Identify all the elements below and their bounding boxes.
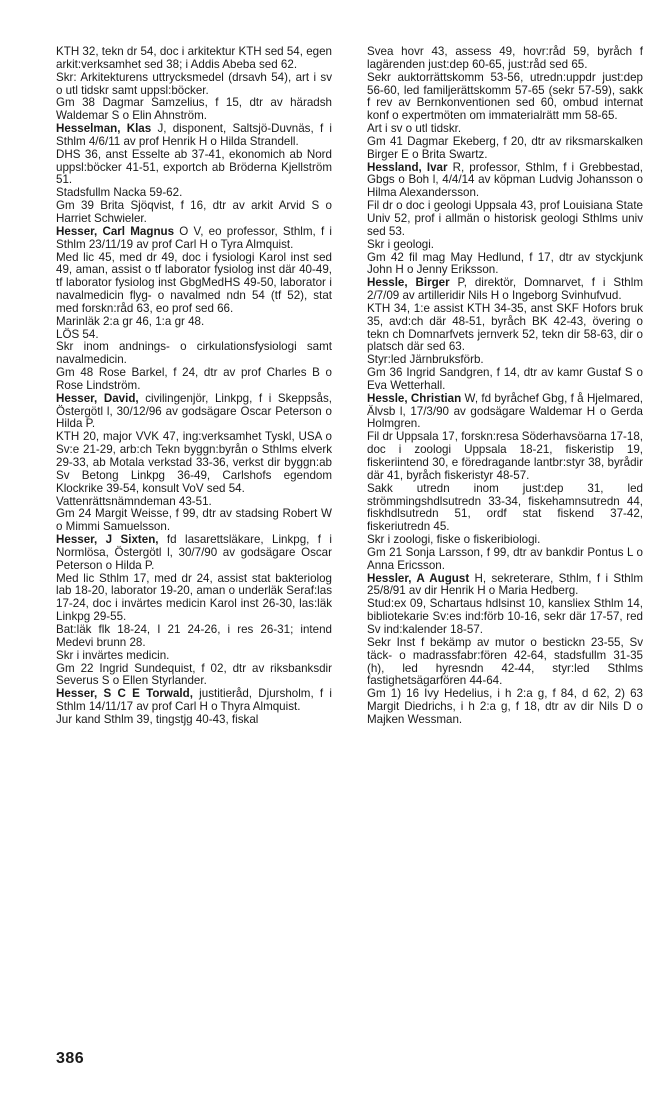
paragraph (56, 149, 332, 188)
entry-name: Hesser, S C E Torwald, (56, 687, 193, 701)
paragraph-text: KTH 32, tekn dr 54, doc i arkitektur KTH sed 54, egen arkit:verksamhet sed 38; i Addis Abeba sed 62. (56, 45, 332, 71)
paragraph (367, 46, 643, 72)
paragraph (56, 200, 332, 226)
paragraph-text: justitieråd, Djursholm, f i Sthlm 14/11/17 av prof Carl H o Thyra Almquist. (56, 687, 332, 714)
paragraph-text: civilingenjör, Linkpg, f i Skeppsås, Östergötl l, 30/12/96 av godsägare Oscar Peterson o Hilda P. (56, 391, 333, 431)
paragraph-text: P, direktör, Domnarvet, f i Sthlm 2/7/09 av artilleridir Nils H o Ingeborg Svinhufvud. (367, 276, 643, 303)
paragraph-text: Gm 22 Ingrid Sundequist, f 02, dtr av riksbanksdir Severus S o Ellen Styrlander. (56, 661, 332, 688)
paragraph (56, 624, 332, 650)
paragraph-text: Svea hovr 43, assess 49, hovr:råd 59, byråch f lagärenden just:dep 60-65, just:råd sed 65. (367, 45, 643, 71)
paragraph-text: Gm 1) 16 Ivy Hedelius, i h 2:a g, f 84, d 62, 2) 63 Margit Diedrichs, i h 2:a g, f 18, dtr av dir Nils D o Majken Wessman. (367, 687, 643, 726)
paragraph-text: Styr:led Järnbruksförb. (367, 353, 484, 367)
paragraph-text: Skr: Arkitekturens uttrycksmedel (drsavh 54), art i sv o utl tidskr samt uppsl:böcker. (56, 70, 332, 97)
paragraph-text: Vattenrättsnämndeman 43-51. (56, 494, 212, 508)
paragraph-text: Jur kand Sthlm 39, tingstjg 40-43, fiskal (56, 712, 259, 726)
entry-name: Hessland, Ivar (367, 160, 448, 174)
paragraph-text: Gm 21 Sonja Larsson, f 99, dtr av bankdir Pontus L o Anna Ericsson. (367, 545, 643, 572)
paragraph-text: Fil dr Uppsala 17, forskn:resa Söderhavsöarna 17-18, doc i zoologi Uppsala 18-21, fiskeristip 19, fiskeriintend 30, e föredragande lantbr:styr 38, byrådir där 41, byråch fiskeristyr 48-57. (367, 430, 643, 482)
paragraph-text: Gm 42 fil mag May Hedlund, f 17, dtr av styckjunk John H o Jenny Eriksson. (367, 250, 643, 277)
paragraph (56, 252, 332, 316)
paragraph-text: Skr i geologi. (367, 237, 435, 251)
paragraph (367, 303, 643, 354)
document-page (56, 45, 643, 1086)
entry-name: Hesselman, Klas (56, 122, 152, 136)
paragraph-text: Skr i invärtes medicin. (56, 648, 170, 662)
paragraph-text: Med lic Sthlm 17, med dr 24, assist stat bakteriolog lab 18-20, laborator 19-20, aman o underläk Seraf:las 17-24, doc i invärtes medicin Karol inst 26-30, las:läk Linkpg 29-55. (56, 571, 332, 624)
paragraph-text: fd lasarettsläkare, Linkpg, f i Normlösa, Östergötl l, 30/7/90 av godsägare Oscar Peterson o Hilda P. (56, 533, 332, 572)
paragraph (367, 367, 643, 393)
text-column-right (367, 46, 643, 727)
paragraph-text: KTH 20, major VVK 47, ing:verksamhet Tyskl, USA o Sv:e 21-29, arb:ch Tekn byggn:byrån o Sthlms elverk 29-33, ab Motala verkstad 33-36, verkst dir byggn:ab Sv Betong Linkpg 36-49, Carlshofs egendom Klockrike 39-54, konsult VoV sed 54. (56, 430, 332, 495)
paragraph (367, 393, 643, 432)
paragraph-text: Marinläk 2:a gr 46, 1:a gr 48. (56, 314, 205, 328)
entry-name: Hesser, J Sixten, (56, 533, 159, 547)
paragraph (367, 637, 643, 688)
paragraph-text: Gm 36 Ingrid Sandgren, f 14, dtr av kamr Gustaf S o Eva Wetterhall. (367, 366, 643, 392)
paragraph-text: DHS 36, anst Esselte ab 37-41, ekonomich ab Nord uppsl:böcker 41-51, exportch ab Bröderna Kjellström 51. (56, 147, 332, 187)
paragraph (367, 483, 643, 534)
text-column-left (56, 46, 332, 727)
paragraph (367, 72, 643, 123)
paragraph-text: Art i sv o utl tidskr. (367, 122, 462, 136)
paragraph-text: Stadsfullm Nacka 59-62. (56, 186, 183, 200)
paragraph (56, 714, 332, 727)
paragraph-text: H, sekreterare, Sthlm, f i Sthlm 25/8/91 av dir Henrik H o Maria Hedberg. (367, 571, 643, 598)
paragraph-text: Sekr Inst f bekämp av mutor o bestickn 23-55, Sv täck- o madrassfabr:fören 42-64, stadsfullm 31-35 (h), led hyresndn 42-44, styr:led Sthlms fastighetsägarfören 44-64. (367, 635, 643, 688)
paragraph-text: Sakk utredn inom just:dep 31, led strömmingshdlsutredn 33-34, fiskehamnsutredn 44, fiskhdlsutredn 51, ordf stat fiskend 37-42, fiskeriutredn 45. (367, 481, 643, 534)
paragraph-text: Gm 48 Rose Barkel, f 24, dtr av prof Charles B o Rose Lindström. (56, 366, 332, 392)
paragraph-text: Stud:ex 09, Schartaus hdlsinst 10, kansliex Sthlm 14, bibliotekarie Sv:es ind:förb 10-16, sekr där 17-57, red Sv ind:kalender 18-57. (367, 597, 643, 636)
entry-name: Hessle, Christian (367, 391, 462, 405)
paragraph (56, 367, 332, 393)
paragraph-text: W, fd byråchef Gbg, f å Hjelmared, Älvsb l, 17/3/90 av godsägare Waldemar H o Gerda Holmgren. (367, 391, 643, 431)
entry-name: Hesser, Carl Magnus (56, 224, 175, 238)
paragraph (367, 252, 643, 278)
paragraph (56, 573, 332, 624)
paragraph (56, 226, 332, 252)
paragraph (56, 123, 332, 149)
paragraph (367, 573, 643, 599)
paragraph-text: R, professor, Sthlm, f i Grebbestad, Gbgs o Boh l, 4/4/14 av köpman Ludvig Johansson o Hilma Alexandersson. (367, 160, 643, 200)
paragraph-text: Med lic 45, med dr 49, doc i fysiologi Karol inst sed 49, aman, assist o tf laborator fysiolog inst där 40-49, tf laborator fysiolog inst GbgMedHS 49-50, laborator i navalmedicin flyg- o navalmed ndn 54 (tf 52), stat med forskn:råd 63, eo prof sed 66. (56, 250, 332, 315)
paragraph (367, 136, 643, 162)
entry-name: Hessle, Birger (367, 276, 450, 290)
paragraph-text: Gm 41 Dagmar Ekeberg, f 20, dtr av riksmarskalken Birger E o Brita Swartz. (367, 134, 643, 161)
paragraph-text: Gm 24 Margit Weisse, f 99, dtr av stadsing Robert W o Mimmi Samuelsson. (56, 507, 332, 534)
paragraph (56, 508, 332, 534)
paragraph-text: J, disponent, Saltsjö-Duvnäs, f i Sthlm 4/6/11 av prof Henrik H o Hilda Strandell. (56, 122, 332, 148)
paragraph-text: Gm 38 Dagmar Samzelius, f 15, dtr av häradsh Waldemar S o Elin Ahnström. (56, 96, 332, 123)
paragraph-text: Skr i zoologi, fiske o fiskeribiologi. (367, 533, 541, 547)
paragraph-text: Skr inom andnings- o cirkulationsfysiologi samt navalmedicin. (56, 340, 332, 367)
paragraph (367, 277, 643, 303)
paragraph (367, 431, 643, 482)
paragraph-text: KTH 34, 1:e assist KTH 34-35, anst SKF Hofors bruk 35, avd:ch där 48-51, byråch BK 42-43, övering o tekn ch Domnarfvets jernverk 52, tekn dir 58-63, dir o platsch där sed 63. (367, 301, 643, 354)
paragraph (56, 393, 332, 432)
paragraph-text: O V, eo professor, Sthlm, f i Sthlm 23/11/19 av prof Carl H o Tyra Almquist. (56, 224, 332, 251)
entry-name: Hesser, David, (56, 391, 139, 405)
paragraph (367, 162, 643, 201)
paragraph (56, 663, 332, 689)
page-number: 386 (56, 1050, 85, 1067)
paragraph (56, 534, 332, 573)
paragraph (367, 200, 643, 239)
paragraph (367, 547, 643, 573)
entry-name: Hessler, A August (367, 571, 470, 585)
paragraph (56, 341, 332, 367)
paragraph (367, 688, 643, 727)
paragraph-text: Sekr auktorrättskomm 53-56, utredn:uppdr just:dep 56-60, led familjerättskomm 57-65 (sekr 57-59), sakk f rev av Bernkonventionen sed 60, ombud internat konf o expertmöten om immaterialrätt mm 58-65. (367, 70, 643, 123)
paragraph (56, 431, 332, 495)
paragraph (56, 688, 332, 714)
paragraph (367, 598, 643, 637)
paragraph (56, 46, 332, 72)
paragraph (56, 97, 332, 123)
paragraph-text: Gm 39 Brita Sjöqvist, f 16, dtr av arkit Arvid S o Harriet Schwieler. (56, 199, 332, 225)
paragraph (56, 72, 332, 98)
paragraph-text: Fil dr o doc i geologi Uppsala 43, prof Louisiana State Univ 52, prof i allmän o historisk geologi Sthlms univ sed 53. (367, 199, 643, 238)
paragraph-text: LÖS 54. (56, 327, 99, 341)
paragraph-text: Bat:läk flk 18-24, I 21 24-26, i res 26-31; intend Medevi brunn 28. (56, 622, 332, 649)
